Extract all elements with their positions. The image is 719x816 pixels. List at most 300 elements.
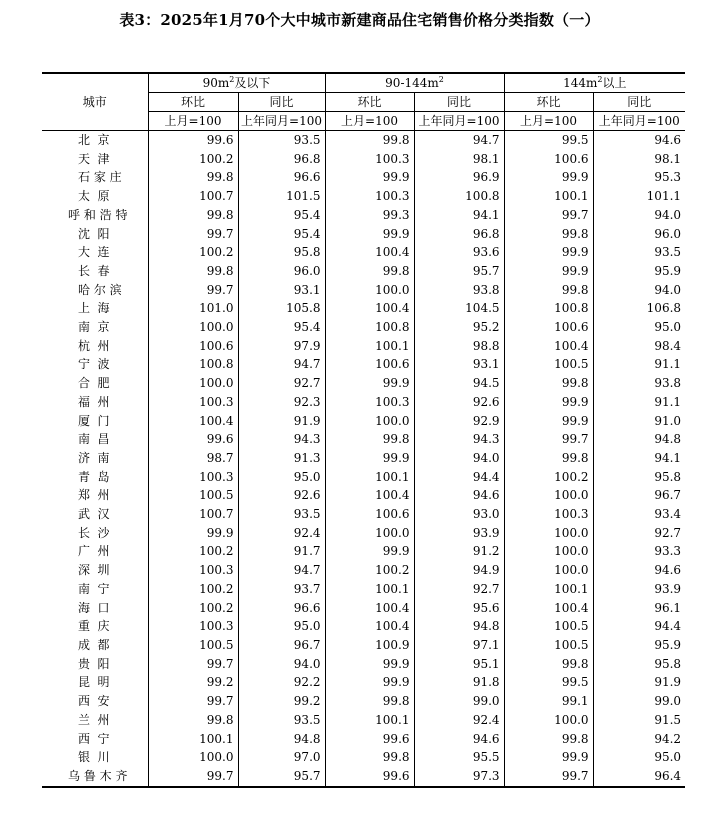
small-mom-cell: 100.5	[148, 486, 238, 505]
city-cell: 上 海	[42, 299, 148, 318]
table-row	[42, 299, 685, 318]
small-yoy-cell: 92.2	[238, 673, 325, 692]
large-mom-cell: 99.8	[504, 655, 593, 674]
medium-yoy-cell: 94.1	[414, 206, 504, 225]
city-cell: 海 口	[42, 599, 148, 618]
large-yoy-cell: 96.4	[593, 767, 685, 787]
table-row	[42, 692, 685, 711]
large-mom-cell: 99.9	[504, 412, 593, 431]
large-yoy-cell: 92.7	[654, 525, 682, 540]
small-mom-cell: 99.6	[148, 131, 238, 150]
large-mom-cell: 99.9	[504, 393, 593, 412]
medium-mom-cell: 100.6	[325, 355, 414, 374]
city-cell: 宁 波	[42, 355, 148, 374]
large-yoy-cell: 91.1	[654, 357, 682, 372]
medium-yoy-cell: 94.3	[414, 430, 504, 449]
small-mom-cell: 100.5	[148, 636, 238, 655]
group-label: 144m	[563, 76, 598, 90]
large-mom-cell: 99.8	[504, 225, 593, 244]
small-yoy-cell: 94.7	[238, 355, 325, 374]
small-yoy-cell: 101.5	[238, 187, 325, 206]
medium-yoy-cell: 104.5	[414, 299, 504, 318]
small-mom-cell: 100.3	[148, 561, 238, 580]
medium-mom-cell: 99.9	[325, 374, 414, 393]
city-cell: 杭 州	[42, 337, 148, 356]
large-mom-cell: 100.5	[504, 355, 593, 374]
table-row	[42, 243, 685, 262]
small-yoy-cell: 97.0	[238, 748, 325, 767]
small-yoy-cell: 92.3	[238, 393, 325, 412]
city-cell: 青 岛	[42, 468, 148, 487]
table-row	[42, 767, 685, 787]
small-yoy-cell: 93.5	[238, 505, 325, 524]
medium-yoy-cell: 93.8	[414, 281, 504, 300]
medium-yoy-cell: 92.7	[414, 580, 504, 599]
table-row	[42, 636, 685, 655]
large-yoy-cell: 94.1	[654, 450, 682, 465]
large-yoy-cell: 101.1	[646, 189, 682, 204]
table-row	[42, 168, 685, 187]
medium-mom-cell: 100.3	[325, 150, 414, 169]
large-mom-cell: 100.0	[504, 542, 593, 561]
small-mom-cell: 99.7	[148, 225, 238, 244]
group-sup: 2	[438, 75, 444, 84]
small-yoy-cell: 92.7	[238, 374, 325, 393]
small-yoy-cell: 95.4	[238, 318, 325, 337]
small-mom-cell: 100.2	[148, 150, 238, 169]
group-sup: 2	[229, 75, 235, 84]
small-mom-cell: 100.1	[148, 730, 238, 749]
small-mom-cell: 100.7	[148, 505, 238, 524]
large-yoy-cell: 94.0	[654, 282, 682, 297]
medium-mom-cell: 99.6	[325, 767, 414, 787]
large-mom-cell: 100.5	[504, 636, 593, 655]
small-mom-cell: 99.7	[148, 767, 238, 787]
table-row	[42, 374, 685, 393]
medium-mom-cell: 99.6	[325, 730, 414, 749]
city-cell: 济 南	[42, 449, 148, 468]
group-suffix: 及以下	[234, 76, 271, 90]
large-mom-cell: 100.2	[504, 468, 593, 487]
medium-yoy-cell: 95.2	[414, 318, 504, 337]
large-yoy-cell: 96.1	[654, 600, 682, 615]
small-mom-cell: 100.3	[148, 393, 238, 412]
table-row	[42, 748, 685, 767]
table-row	[42, 150, 685, 169]
large-yoy-cell: 95.8	[654, 656, 682, 671]
city-cell: 哈 尔 滨	[42, 281, 148, 300]
city-cell: 昆 明	[42, 673, 148, 692]
small-mom-cell: 100.2	[148, 542, 238, 561]
small-yoy-cell: 96.6	[238, 168, 325, 187]
medium-yoy-cell: 98.1	[414, 150, 504, 169]
small-mom-cell: 99.6	[148, 430, 238, 449]
small-yoy-cell: 93.7	[238, 580, 325, 599]
mom-base: 上月=100	[504, 112, 593, 131]
small-mom-cell: 100.0	[148, 318, 238, 337]
table-row	[42, 412, 685, 431]
small-mom-cell: 99.7	[148, 281, 238, 300]
large-mom-cell: 99.9	[504, 262, 593, 281]
small-yoy-cell: 94.8	[238, 730, 325, 749]
table-row	[42, 225, 685, 244]
medium-yoy-cell: 94.6	[414, 486, 504, 505]
city-cell: 乌 鲁 木 齐	[42, 767, 148, 787]
small-mom-cell: 100.2	[148, 243, 238, 262]
city-column-header: 城市	[42, 73, 148, 131]
table-row	[42, 673, 685, 692]
large-yoy-cell: 106.8	[646, 301, 682, 316]
medium-mom-cell: 99.8	[325, 262, 414, 281]
city-cell: 深 圳	[42, 561, 148, 580]
large-yoy-cell: 94.8	[654, 432, 682, 447]
medium-mom-cell: 100.2	[325, 561, 414, 580]
small-mom-cell: 101.0	[148, 299, 238, 318]
city-cell: 北 京	[42, 131, 148, 150]
city-cell: 西 安	[42, 692, 148, 711]
table-row	[42, 599, 685, 618]
small-yoy-cell: 95.7	[238, 767, 325, 787]
small-yoy-cell: 91.3	[238, 449, 325, 468]
medium-mom-cell: 99.9	[325, 542, 414, 561]
table-row	[42, 206, 685, 225]
table-row	[42, 468, 685, 487]
medium-yoy-cell: 95.1	[414, 655, 504, 674]
small-yoy-cell: 95.0	[238, 468, 325, 487]
large-mom-cell: 99.7	[504, 206, 593, 225]
small-yoy-cell: 96.6	[238, 599, 325, 618]
table-row	[42, 505, 685, 524]
city-cell: 石 家 庄	[42, 168, 148, 187]
small-yoy-cell: 93.1	[238, 281, 325, 300]
large-mom-cell: 99.9	[504, 243, 593, 262]
small-mom-cell: 99.9	[148, 524, 238, 543]
small-yoy-cell: 95.4	[238, 206, 325, 225]
large-yoy-cell: 95.8	[654, 469, 682, 484]
small-mom-cell: 100.6	[148, 337, 238, 356]
medium-mom-cell: 99.9	[325, 225, 414, 244]
large-yoy-cell: 91.9	[654, 675, 682, 690]
medium-mom-cell: 100.4	[325, 243, 414, 262]
large-yoy-cell: 95.0	[654, 320, 682, 335]
city-cell: 呼 和 浩 特	[42, 206, 148, 225]
medium-yoy-cell: 94.5	[414, 374, 504, 393]
large-yoy-cell: 93.5	[654, 245, 682, 260]
medium-mom-cell: 100.1	[325, 468, 414, 487]
medium-yoy-cell: 94.7	[414, 131, 504, 150]
small-yoy-cell: 105.8	[238, 299, 325, 318]
small-yoy-cell: 95.8	[238, 243, 325, 262]
medium-mom-cell: 100.9	[325, 636, 414, 655]
city-cell: 南 京	[42, 318, 148, 337]
medium-yoy-cell: 92.9	[414, 412, 504, 431]
yoy-header: 同比	[414, 93, 504, 112]
city-cell: 长 沙	[42, 524, 148, 543]
large-mom-cell: 100.8	[504, 299, 593, 318]
city-cell: 沈 阳	[42, 225, 148, 244]
city-cell: 成 都	[42, 636, 148, 655]
large-yoy-cell: 98.1	[654, 151, 682, 166]
group-label: 90m	[202, 76, 230, 90]
large-mom-cell: 99.5	[504, 131, 593, 150]
small-mom-cell: 99.8	[148, 168, 238, 187]
small-mom-cell: 100.4	[148, 412, 238, 431]
medium-yoy-cell: 94.9	[414, 561, 504, 580]
large-mom-cell: 99.8	[504, 374, 593, 393]
medium-yoy-cell: 97.1	[414, 636, 504, 655]
medium-yoy-cell: 95.7	[414, 262, 504, 281]
large-mom-cell: 100.1	[504, 187, 593, 206]
page-title: 表3：2025年1月70个大中城市新建商品住宅销售价格分类指数（一）	[119, 11, 600, 29]
large-yoy-cell: 95.3	[654, 170, 682, 185]
yoy-header: 同比	[238, 93, 325, 112]
table-body	[42, 131, 685, 787]
medium-yoy-cell: 98.8	[414, 337, 504, 356]
mom-header: 环比	[325, 93, 414, 112]
medium-mom-cell: 100.0	[325, 412, 414, 431]
table-row	[42, 337, 685, 356]
small-mom-cell: 100.3	[148, 617, 238, 636]
small-yoy-cell: 94.3	[238, 430, 325, 449]
large-yoy-cell: 94.2	[654, 731, 682, 746]
medium-yoy-cell: 95.6	[414, 599, 504, 618]
large-yoy-cell: 96.0	[654, 226, 682, 241]
table-row	[42, 318, 685, 337]
small-mom-cell: 99.7	[148, 655, 238, 674]
large-mom-cell: 99.7	[504, 767, 593, 787]
medium-mom-cell: 99.8	[325, 692, 414, 711]
large-yoy-cell: 91.5	[654, 712, 682, 727]
large-yoy-cell: 95.0	[654, 750, 682, 765]
large-mom-cell: 100.6	[504, 318, 593, 337]
large-yoy-cell: 94.0	[654, 207, 682, 222]
yoy-base: 上年同月=100	[593, 112, 685, 131]
medium-mom-cell: 100.3	[325, 187, 414, 206]
medium-yoy-cell: 93.1	[414, 355, 504, 374]
medium-yoy-cell: 93.9	[414, 524, 504, 543]
medium-mom-cell: 99.8	[325, 748, 414, 767]
table-row	[42, 730, 685, 749]
medium-mom-cell: 100.1	[325, 711, 414, 730]
large-mom-cell: 100.4	[504, 337, 593, 356]
medium-yoy-cell: 91.2	[414, 542, 504, 561]
group-header-small	[148, 73, 325, 93]
yoy-header: 同比	[593, 93, 685, 112]
large-yoy-cell: 94.6	[654, 133, 682, 147]
table-row	[42, 542, 685, 561]
medium-yoy-cell: 94.8	[414, 617, 504, 636]
small-yoy-cell: 96.8	[238, 150, 325, 169]
table-row	[42, 355, 685, 374]
large-mom-cell: 99.9	[504, 168, 593, 187]
city-cell: 厦 门	[42, 412, 148, 431]
city-cell: 太 原	[42, 187, 148, 206]
medium-mom-cell: 99.8	[325, 430, 414, 449]
medium-yoy-cell: 96.9	[414, 168, 504, 187]
city-cell: 福 州	[42, 393, 148, 412]
medium-mom-cell: 100.8	[325, 318, 414, 337]
small-mom-cell: 99.7	[148, 692, 238, 711]
small-yoy-cell: 93.5	[238, 131, 325, 150]
mom-base: 上月=100	[148, 112, 238, 131]
group-header-medium	[325, 73, 504, 93]
table-row	[42, 580, 685, 599]
medium-mom-cell: 100.6	[325, 505, 414, 524]
small-yoy-cell: 99.2	[238, 692, 325, 711]
large-mom-cell: 100.5	[504, 617, 593, 636]
large-yoy-cell: 93.4	[654, 507, 682, 522]
small-mom-cell: 100.2	[148, 599, 238, 618]
table-row	[42, 655, 685, 674]
mom-header: 环比	[148, 93, 238, 112]
small-mom-cell: 99.8	[148, 206, 238, 225]
city-cell: 南 昌	[42, 430, 148, 449]
small-yoy-cell: 92.4	[238, 524, 325, 543]
table-row	[42, 393, 685, 412]
large-yoy-cell: 91.0	[654, 413, 682, 428]
medium-mom-cell: 100.4	[325, 599, 414, 618]
large-mom-cell: 99.7	[504, 430, 593, 449]
table-row	[42, 262, 685, 281]
small-mom-cell: 100.8	[148, 355, 238, 374]
large-yoy-cell: 99.0	[654, 694, 682, 709]
large-mom-cell: 100.0	[504, 561, 593, 580]
medium-yoy-cell: 93.6	[414, 243, 504, 262]
large-mom-cell: 100.1	[504, 580, 593, 599]
medium-mom-cell: 99.3	[325, 206, 414, 225]
city-cell: 银 川	[42, 748, 148, 767]
small-yoy-cell: 93.5	[238, 711, 325, 730]
price-index-table	[42, 72, 685, 788]
large-yoy-cell: 95.9	[654, 263, 682, 278]
table-row	[42, 561, 685, 580]
table-row	[42, 430, 685, 449]
medium-mom-cell: 100.4	[325, 617, 414, 636]
medium-mom-cell: 100.4	[325, 299, 414, 318]
medium-yoy-cell: 97.3	[414, 767, 504, 787]
medium-yoy-cell: 95.5	[414, 748, 504, 767]
small-mom-cell: 100.3	[148, 468, 238, 487]
mom-base: 上月=100	[325, 112, 414, 131]
large-yoy-cell: 94.6	[654, 563, 682, 578]
city-cell: 兰 州	[42, 711, 148, 730]
city-cell: 郑 州	[42, 486, 148, 505]
city-cell: 大 连	[42, 243, 148, 262]
large-yoy-cell: 93.8	[654, 376, 682, 391]
yoy-base: 上年同月=100	[414, 112, 504, 131]
medium-yoy-cell: 93.0	[414, 505, 504, 524]
small-mom-cell: 99.8	[148, 711, 238, 730]
medium-mom-cell: 99.9	[325, 168, 414, 187]
table-row	[42, 449, 685, 468]
table-row	[42, 281, 685, 300]
medium-yoy-cell: 92.4	[414, 711, 504, 730]
large-mom-cell: 100.0	[504, 711, 593, 730]
large-yoy-cell: 91.1	[654, 394, 682, 409]
city-cell: 长 春	[42, 262, 148, 281]
group-header-row	[42, 73, 685, 93]
large-mom-cell: 100.6	[504, 150, 593, 169]
small-yoy-cell: 91.7	[238, 542, 325, 561]
group-label: 90-144m	[385, 76, 439, 90]
medium-yoy-cell: 96.8	[414, 225, 504, 244]
medium-yoy-cell: 99.0	[414, 692, 504, 711]
small-mom-cell: 100.2	[148, 580, 238, 599]
table-row	[42, 617, 685, 636]
medium-yoy-cell: 91.8	[414, 673, 504, 692]
group-sup: 2	[597, 75, 603, 84]
large-mom-cell: 100.0	[504, 524, 593, 543]
table-row	[42, 711, 685, 730]
medium-mom-cell: 100.0	[325, 281, 414, 300]
large-mom-cell: 99.8	[504, 281, 593, 300]
medium-yoy-cell: 100.8	[414, 187, 504, 206]
small-yoy-cell: 95.0	[238, 617, 325, 636]
large-mom-cell: 99.9	[504, 748, 593, 767]
small-yoy-cell: 92.6	[238, 486, 325, 505]
medium-mom-cell: 99.9	[325, 449, 414, 468]
large-yoy-cell: 96.7	[654, 488, 682, 503]
large-yoy-cell: 94.4	[654, 619, 682, 634]
medium-mom-cell: 100.1	[325, 337, 414, 356]
medium-mom-cell: 99.8	[325, 131, 414, 150]
large-mom-cell: 100.3	[504, 505, 593, 524]
small-mom-cell: 100.0	[148, 374, 238, 393]
city-cell: 南 宁	[42, 580, 148, 599]
medium-yoy-cell: 92.6	[414, 393, 504, 412]
small-yoy-cell: 96.0	[238, 262, 325, 281]
mom-header: 环比	[504, 93, 593, 112]
small-mom-cell: 99.8	[148, 262, 238, 281]
table-row	[42, 187, 685, 206]
city-cell: 武 汉	[42, 505, 148, 524]
small-yoy-cell: 94.0	[238, 655, 325, 674]
medium-mom-cell: 100.1	[325, 580, 414, 599]
medium-mom-cell: 99.9	[325, 673, 414, 692]
city-cell: 贵 阳	[42, 655, 148, 674]
medium-mom-cell: 100.4	[325, 486, 414, 505]
medium-yoy-cell: 94.6	[414, 730, 504, 749]
table-row	[42, 486, 685, 505]
yoy-base: 上年同月=100	[238, 112, 325, 131]
small-yoy-cell: 94.7	[238, 561, 325, 580]
small-yoy-cell: 96.7	[238, 636, 325, 655]
city-cell: 重 庆	[42, 617, 148, 636]
medium-mom-cell: 100.3	[325, 393, 414, 412]
small-yoy-cell: 97.9	[238, 337, 325, 356]
city-cell: 合 肥	[42, 374, 148, 393]
city-cell: 天 津	[42, 150, 148, 169]
large-mom-cell: 99.8	[504, 730, 593, 749]
large-yoy-cell: 98.4	[654, 338, 682, 353]
large-mom-cell: 99.1	[504, 692, 593, 711]
small-mom-cell: 100.7	[148, 187, 238, 206]
large-yoy-cell: 95.9	[654, 637, 682, 652]
small-mom-cell: 99.2	[148, 673, 238, 692]
medium-mom-cell: 100.0	[325, 524, 414, 543]
table-row	[42, 524, 685, 543]
city-cell: 广 州	[42, 542, 148, 561]
large-yoy-cell: 93.3	[654, 544, 682, 559]
group-header-large	[504, 73, 685, 93]
large-mom-cell: 100.0	[504, 486, 593, 505]
group-suffix: 以上	[602, 76, 627, 90]
small-yoy-cell: 95.4	[238, 225, 325, 244]
medium-mom-cell: 99.9	[325, 655, 414, 674]
medium-yoy-cell: 94.0	[414, 449, 504, 468]
small-yoy-cell: 91.9	[238, 412, 325, 431]
large-yoy-cell: 93.9	[654, 581, 682, 596]
